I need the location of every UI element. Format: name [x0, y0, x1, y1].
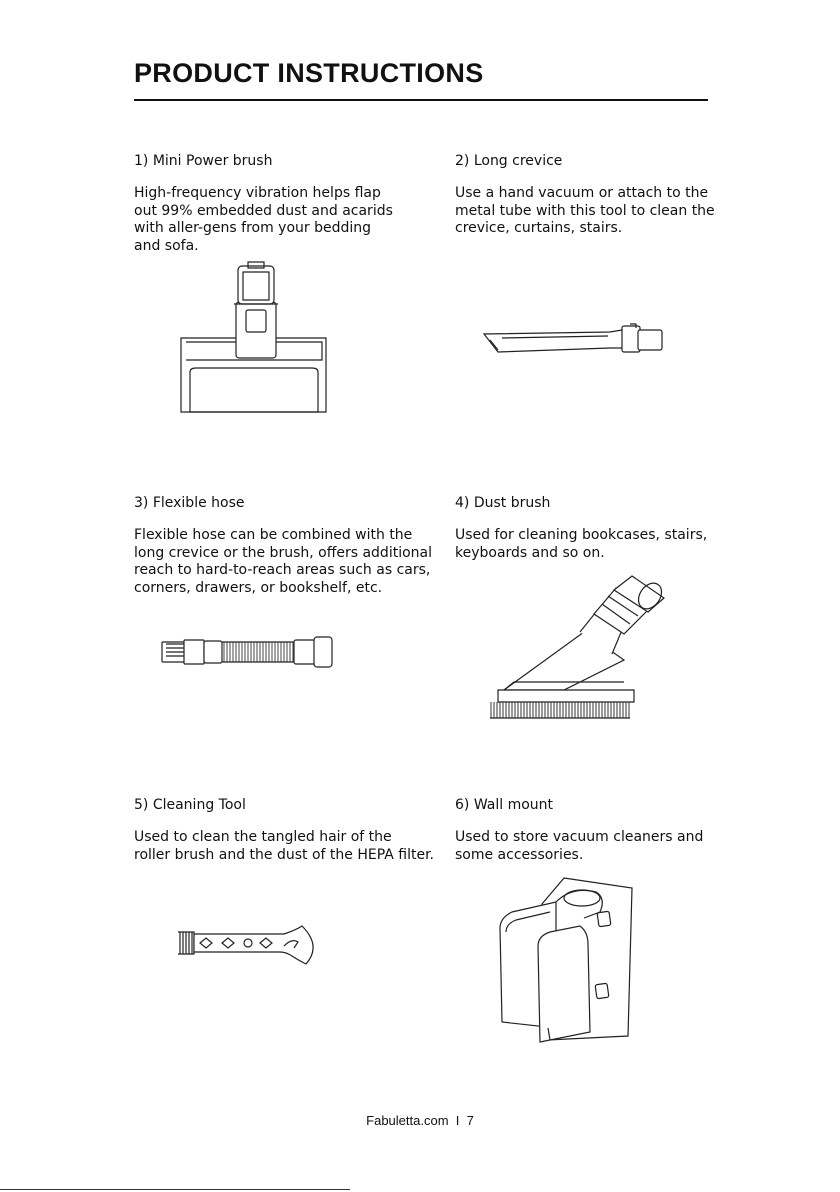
long-crevice-icon	[480, 318, 665, 358]
cleaning-tool-icon	[176, 920, 321, 970]
section-heading: 5) Cleaning Tool	[134, 797, 246, 813]
section-dust-brush	[455, 495, 755, 562]
title-divider	[134, 99, 708, 101]
section-description: Use a hand vacuum or attach to the metal tube with this tool to clean the crevice, curtains, stairs.	[455, 185, 715, 236]
wall-mount-icon	[492, 872, 642, 1044]
section-description: Flexible hose can be combined with the long crevice or the brush, offers additional reach to hard-to-reach areas such as cars, corners, drawers, or bookshelf, etc.	[134, 527, 432, 596]
flexible-hose-icon	[160, 634, 335, 668]
page-title: PRODUCT INSTRUCTIONS	[134, 58, 484, 88]
bottom-divider	[0, 1189, 350, 1190]
section-description: Used to store vacuum cleaners and some accessories.	[455, 829, 704, 863]
section-description: Used to clean the tangled hair of the roller brush and the dust of the HEPA filter.	[134, 829, 435, 863]
dust-brush-icon	[484, 572, 670, 722]
section-cleaning-tool	[134, 797, 434, 864]
section-heading: 6) Wall mount	[455, 797, 554, 813]
section-description: High-frequency vibration helps flap out 99% embedded dust and acarids with aller-gens from your bedding and sofa.	[134, 185, 393, 254]
mini-power-brush-icon	[176, 260, 336, 420]
section-wall-mount	[455, 797, 755, 864]
section-description: Used for cleaning bookcases, stairs, keyboards and so on.	[455, 527, 708, 561]
section-heading: 2) Long crevice	[455, 153, 563, 169]
section-heading: 1) Mini Power brush	[134, 153, 273, 169]
section-heading: 3) Flexible hose	[134, 495, 245, 511]
page-footer: Fabuletta.com I 7	[366, 1113, 474, 1128]
section-heading: 4) Dust brush	[455, 495, 551, 511]
section-mini-power-brush	[134, 153, 434, 255]
section-long-crevice	[455, 153, 755, 238]
section-flexible-hose	[134, 495, 434, 597]
